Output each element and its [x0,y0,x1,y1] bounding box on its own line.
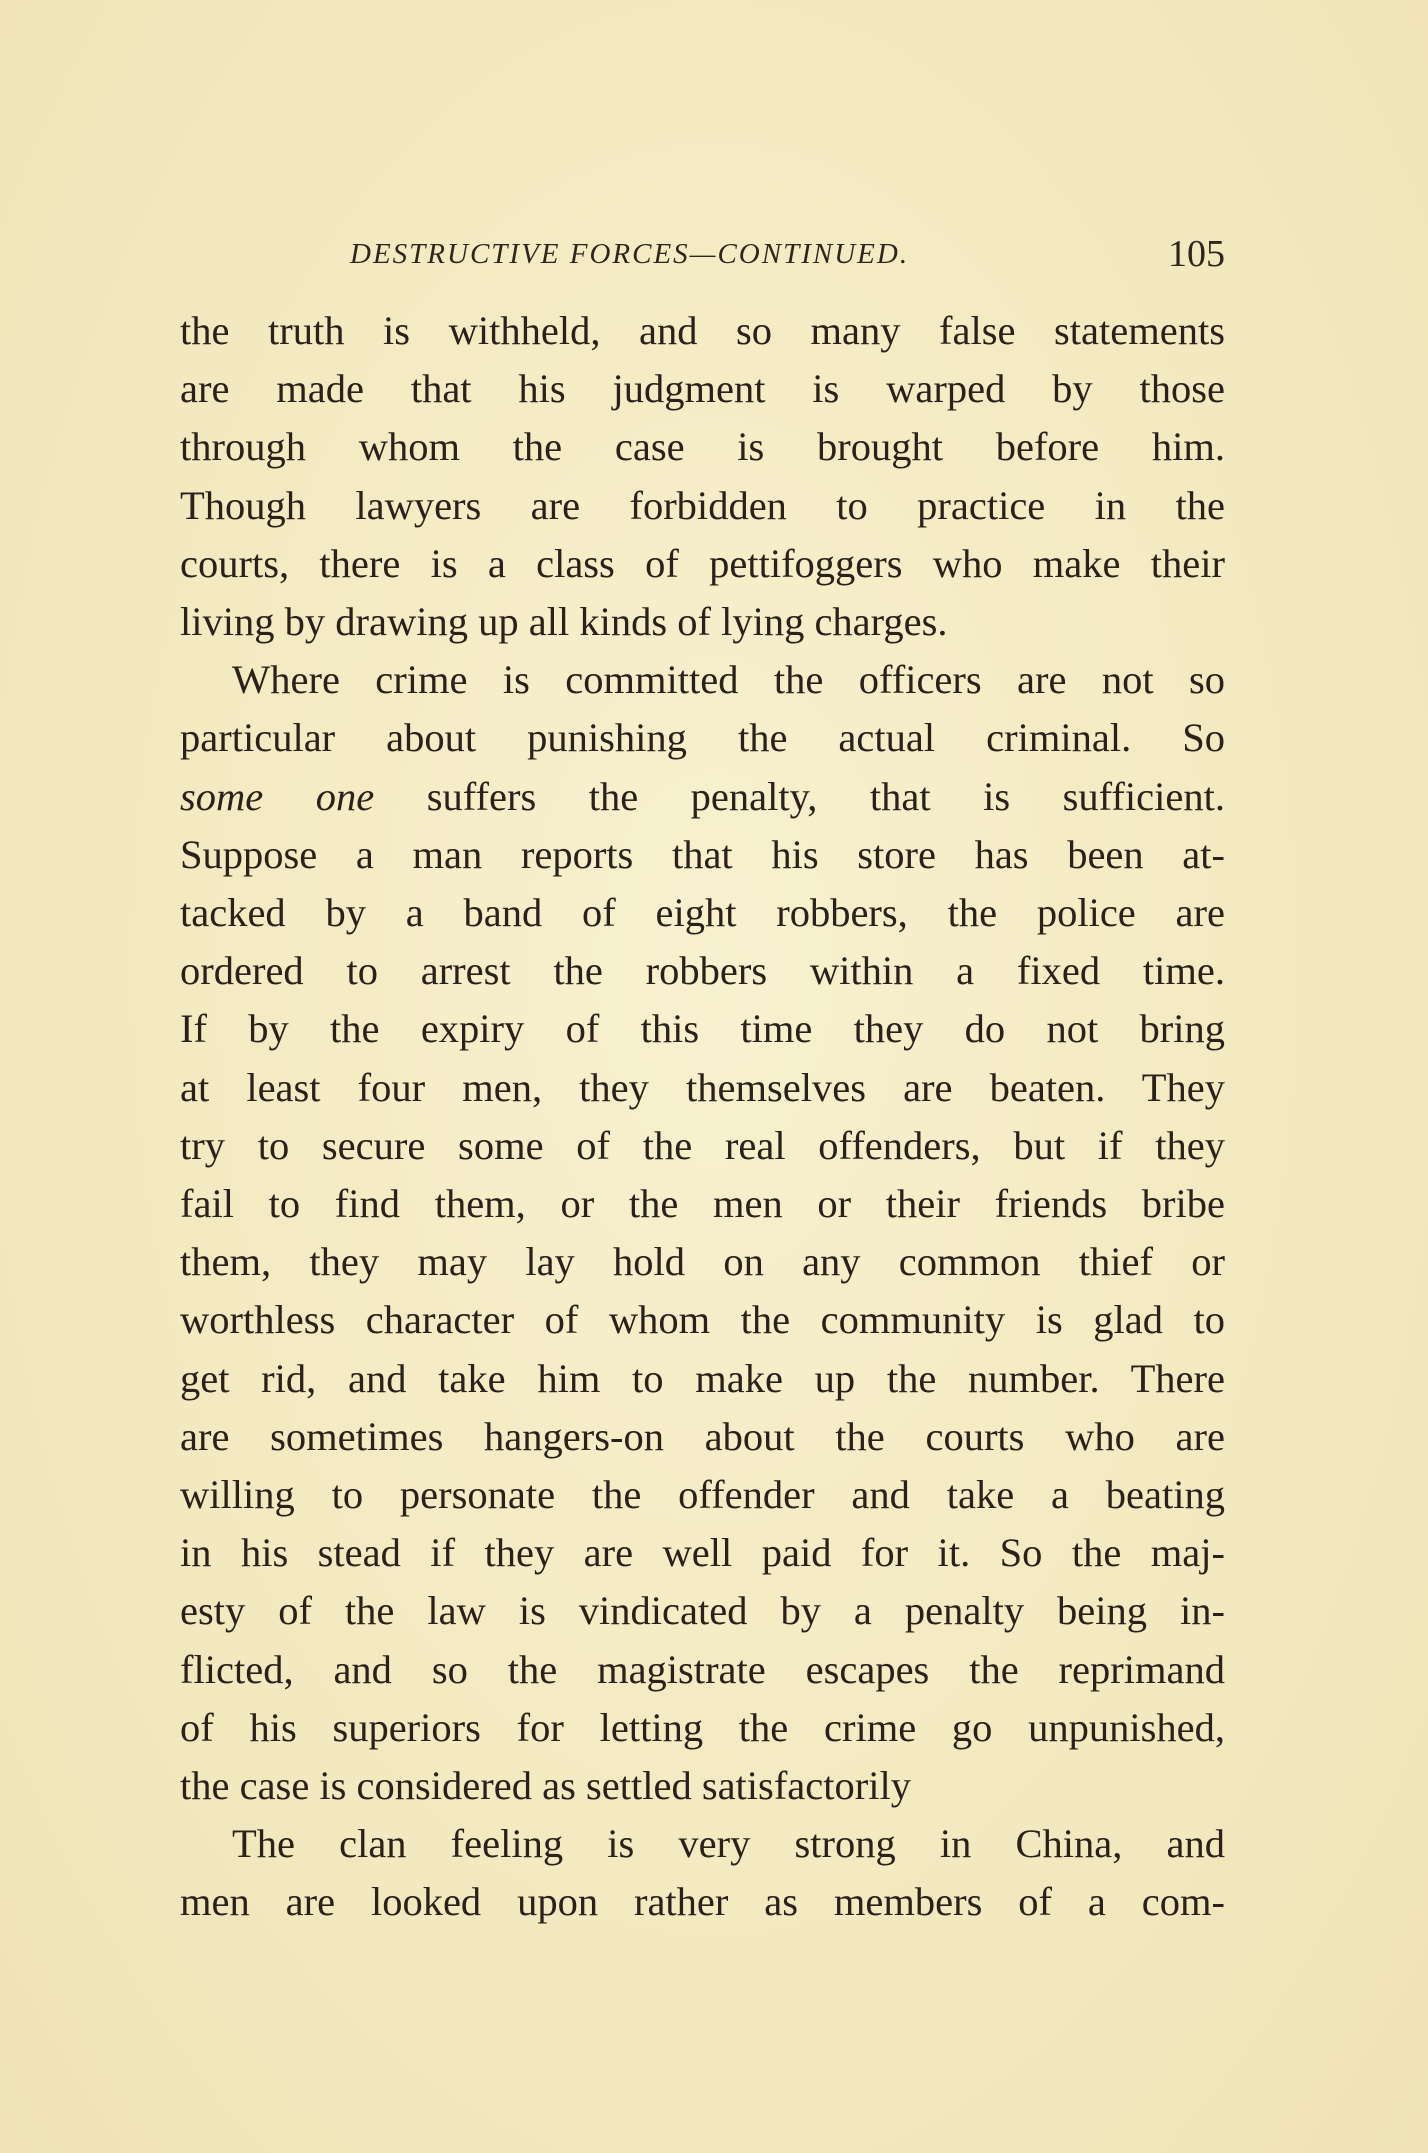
running-head [180,230,1225,290]
text-line: the truth is withheld, and so many false statements [180,308,1225,353]
text-line: them, they may lay hold on any common thief or [180,1239,1225,1285]
text-line: courts, there is a class of pettifoggers who make their [180,540,1225,586]
text-line: in his stead if they are well paid for it. So the maj- [180,1530,1225,1576]
text-line: willing to personate the offender and take a beating [180,1472,1225,1518]
text-line: are sometimes hangers-on about the courts who are [180,1413,1225,1459]
text-line: tacked by a band of eight robbers, the police are [180,890,1225,936]
text-line: are made that his judgment is warped by those [180,366,1225,412]
text-line: try to secure some of the real offenders, but if they [180,1122,1225,1168]
text-line: If by the expiry of this time they do not bring [180,1006,1225,1052]
page-number: 105 [1168,233,1225,275]
text-line: through whom the case is brought before him. [180,424,1225,470]
text-line: particular about punishing the actual criminal. So [180,715,1225,761]
text-line: of his superiors for letting the crime go unpunished, [180,1704,1225,1750]
italic-phrase: some one [180,773,375,819]
text-line: flicted, and so the magistrate escapes the reprimand [180,1646,1225,1692]
text-line: Suppose a man reports that his store has been at- [180,831,1225,877]
book-page [180,230,1225,1932]
text-line: get rid, and take him to make up the number. There [180,1355,1225,1401]
text-line: men are looked upon rather as members of a com- [180,1879,1225,1925]
text-run: suffers the penalty, that is sufficient. [374,773,1225,819]
text-line: fail to find them, or the men or their friends bribe [180,1181,1225,1227]
text-line [180,768,1225,826]
text-line: esty of the law is vindicated by a penalty being in- [180,1588,1225,1634]
text-line: Though lawyers are forbidden to practice in the [180,482,1225,528]
text-line: at least four men, they themselves are beaten. They [180,1064,1225,1110]
body-text [180,302,1225,1932]
text-line: living by drawing up all kinds of lying charges. [180,599,948,645]
text-line: the case is considered as settled satisfactorily [180,1763,911,1809]
running-title: DESTRUCTIVE FORCES—CONTINUED. [350,238,910,270]
text-line: ordered to arrest the robbers within a fixed time. [180,948,1225,994]
text-line: The clan feeling is very strong in China, and [232,1821,1225,1867]
text-line: worthless character of whom the community is glad to [180,1297,1225,1343]
text-line: Where crime is committed the officers are not so [232,657,1225,703]
